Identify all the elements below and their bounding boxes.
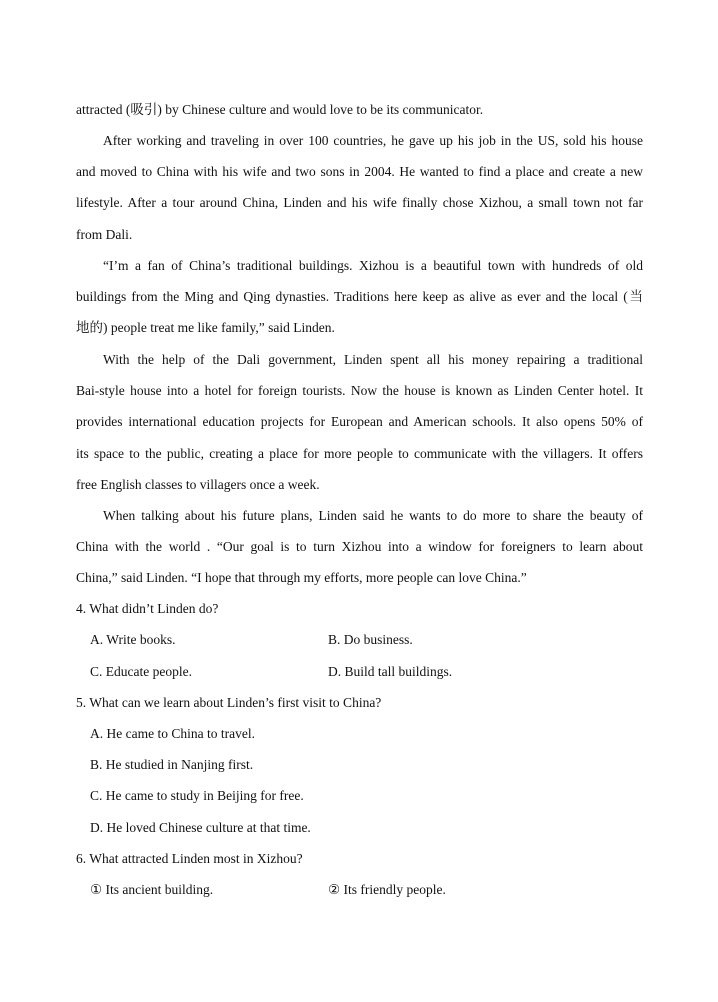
text-line: “I’m a fan of China’s traditional buildings. Xizhou is a beautiful town with hundreds of old (103, 258, 643, 273)
text-line: China with the world . “Our goal is to turn Xizhou into a window for foreigners to learn about (76, 539, 643, 555)
question-4-option-c: C. Educate people. (90, 664, 192, 679)
question-6-stem: 6. What attracted Linden most in Xizhou? (76, 851, 303, 866)
question-4-option-d: D. Build tall buildings. (328, 664, 453, 679)
passage-paragraph-3 (76, 344, 643, 500)
text-line: free English classes to villagers once a week. (76, 476, 320, 492)
question-5-option-d: D. He loved Chinese culture at that time. (90, 820, 311, 835)
passage-paragraph-0 (76, 94, 643, 125)
question-4-option-b: B. Do business. (328, 632, 413, 647)
text-line: from Dali. (76, 226, 133, 242)
text-line: attracted (吸引) by Chinese culture and would love to be its communicator. (76, 102, 484, 117)
text-line: Bai-style house into a hotel for foreign tourists. Now the house is known as Linden Center hotel. It (76, 383, 643, 399)
question-5-option-c: C. He came to study in Beijing for free. (90, 788, 304, 803)
question-6-option-2: ② Its friendly people. (328, 882, 446, 897)
text-line: After working and traveling in over 100 countries, he gave up his job in the US, sold his house (103, 133, 643, 148)
text-line: its space to the public, creating a place for more people to communicate with the villagers. It offers (76, 445, 643, 461)
question-4-option-a: A. Write books. (90, 632, 176, 647)
question-4-stem: 4. What didn’t Linden do? (76, 601, 219, 616)
question-5-option-a: A. He came to China to travel. (90, 726, 255, 741)
passage-paragraph-1 (76, 125, 643, 250)
question-6-option-1: ① Its ancient building. (90, 882, 214, 897)
text-line: lifestyle. After a tour around China, Linden and his wife finally chose Xizhou, a small town not far (76, 195, 643, 211)
text-line: provides international education projects for European and American schools. It also opens 50% of (76, 414, 643, 430)
text-line: and moved to China with his wife and two sons in 2004. He wanted to find a place and create a new (76, 164, 643, 180)
text-line: China,” said Linden. “I hope that through my efforts, more people can love China.” (76, 570, 527, 586)
passage-paragraph-2 (76, 250, 643, 344)
question-5-stem: 5. What can we learn about Linden’s first visit to China? (76, 695, 382, 710)
passage-paragraph-4 (76, 500, 643, 594)
text-line: buildings from the Ming and Qing dynasties. Traditions here keep as alive as ever and the local (当 (76, 289, 643, 305)
question-5-option-b: B. He studied in Nanjing first. (90, 757, 254, 772)
text-line: With the help of the Dali government, Linden spent all his money repairing a traditional (103, 352, 643, 367)
text-line: 地的) people treat me like family,” said Linden. (76, 320, 335, 336)
text-line: When talking about his future plans, Linden said he wants to do more to share the beauty of (103, 508, 643, 523)
